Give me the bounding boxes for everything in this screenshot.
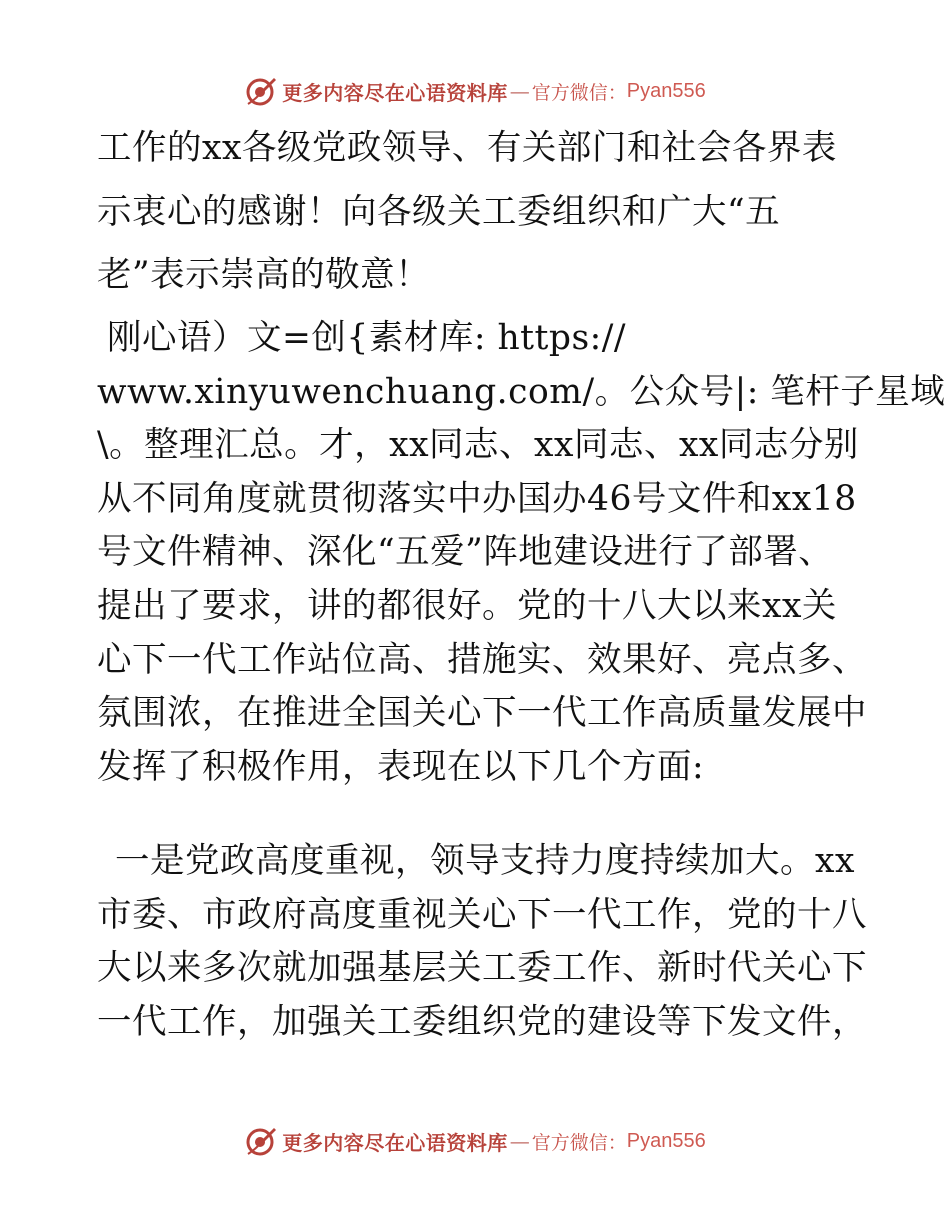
text-line: 心下一代工作站位高、措施实、效果好、亮点多、 — [97, 639, 867, 680]
brand-text: 更多内容尽在心语资料库 — [282, 80, 508, 105]
text-line: 号文件精神、深化“五爱”阵地建设进行了部署、 — [97, 532, 834, 573]
text-line: \。整理汇总。才，xx同志、xx同志、xx同志分别 — [97, 425, 859, 466]
text-line: 从不同角度就贯彻落实中办国办46号文件和xx18 — [97, 478, 857, 519]
paragraph-1 — [97, 126, 837, 317]
text-line: 大以来多次就加强基层关工委工作、新时代关心下 — [97, 948, 867, 989]
text-line: 一代工作，加强关工委组织党的建设等下发文件， — [97, 1001, 867, 1042]
brand-banner — [244, 74, 705, 108]
text-line: www.xinyuwenchuang.com/。公众号|: 笔杆子星域 — [97, 371, 946, 412]
wechat-id: Pyan556 — [626, 1129, 706, 1152]
paragraph-2 — [97, 316, 945, 798]
page-header — [0, 71, 950, 111]
text-line: 发挥了积极作用，表现在以下几个方面: — [97, 746, 705, 787]
pen-logo-icon — [244, 1124, 278, 1158]
wechat-label: 官方微信： — [531, 81, 627, 104]
text-line: 氛围浓，在推进全国关心下一代工作高质量发展中 — [97, 693, 867, 734]
text-line: 市委、市政府高度重视关心下一代工作，党的十八 — [97, 894, 867, 935]
text-line: 示衷心的感谢！向各级关工委组织和广大“五 — [97, 191, 781, 232]
wechat-label: 官方微信： — [531, 1131, 627, 1154]
brand-separator: — — [509, 79, 530, 103]
text-line: 工作的xx各级党政领导、有关部门和社会各界表 — [97, 128, 837, 168]
wechat-id: Pyan556 — [626, 79, 706, 102]
text-line: 老”表示崇高的敬意！ — [97, 255, 431, 295]
brand-banner — [244, 1124, 705, 1158]
page-footer — [0, 1121, 950, 1161]
text-line: 提出了要求，讲的都很好。党的十八大以来xx关 — [97, 585, 837, 626]
paragraph-3 — [97, 839, 867, 1053]
brand-text: 更多内容尽在心语资料库 — [282, 1130, 508, 1155]
text-line: 一是党政高度重视，领导支持力度持续加大。xx — [115, 841, 855, 881]
brand-separator: — — [509, 1129, 530, 1153]
pen-logo-icon — [244, 74, 278, 108]
text-line: 刚心语）文=创{素材库: https:// — [107, 318, 627, 358]
